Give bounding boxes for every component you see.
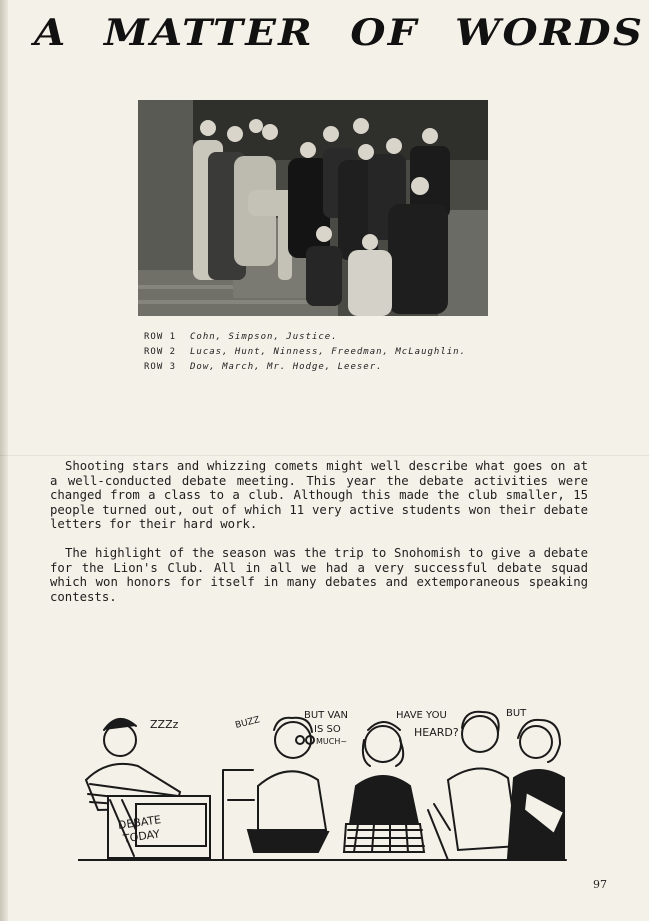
page-binding-edge [0, 0, 8, 921]
speech-but: BUT [506, 708, 527, 719]
caption-row-label: ROW 2 [144, 347, 177, 357]
speech-have-you-1: HAVE YOU [396, 710, 447, 721]
speech-but-van-2: IS SO [314, 724, 341, 735]
speech-have-you-2: HEARD? [414, 726, 459, 739]
caption-row-names: Dow, March, Mr. Hodge, Leeser. [190, 362, 383, 372]
debate-cartoon [78, 700, 568, 865]
body-paragraph-2: The highlight of the season was the trip to Snohomish to give a debate for the Lion's Club. All in all we had a very successful debate squad which won honors for itself in many debates and extemporaneous speaking contests. [50, 546, 588, 604]
speech-but-van-1: BUT VAN [304, 710, 348, 721]
caption-row-label: ROW 3 [144, 362, 177, 372]
group-photo [138, 100, 488, 316]
caption-row-2 [144, 345, 466, 360]
caption-row-label: ROW 1 [144, 332, 177, 342]
caption-row-names: Lucas, Hunt, Ninness, Freedman, McLaughlin. [190, 347, 466, 357]
page-title: A MATTER OF WORDS [34, 12, 645, 54]
sign-line-1: DEBATE [117, 813, 162, 832]
caption-row-names: Cohn, Simpson, Justice. [190, 332, 338, 342]
caption-row-1 [144, 330, 466, 345]
caption-row-3 [144, 360, 466, 375]
speech-zzz: ZZZz [150, 718, 179, 731]
sign-line-2: TODAY [122, 827, 161, 846]
body-paragraph-1: Shooting stars and whizzing comets might well describe what goes on at a well-conducted debate meeting. This year the debate activities were changed from a class to a club. Although this made the club smaller, 15 people turned out, out of which 11 very active students won their debate letters for their hard work. [50, 459, 588, 532]
page-number: 97 [593, 878, 607, 891]
photo-captions [144, 330, 466, 375]
page-fold [0, 455, 649, 456]
speech-buzz: BUZZ [234, 715, 261, 731]
speech-but-van-3: MUCH~ [316, 737, 348, 746]
